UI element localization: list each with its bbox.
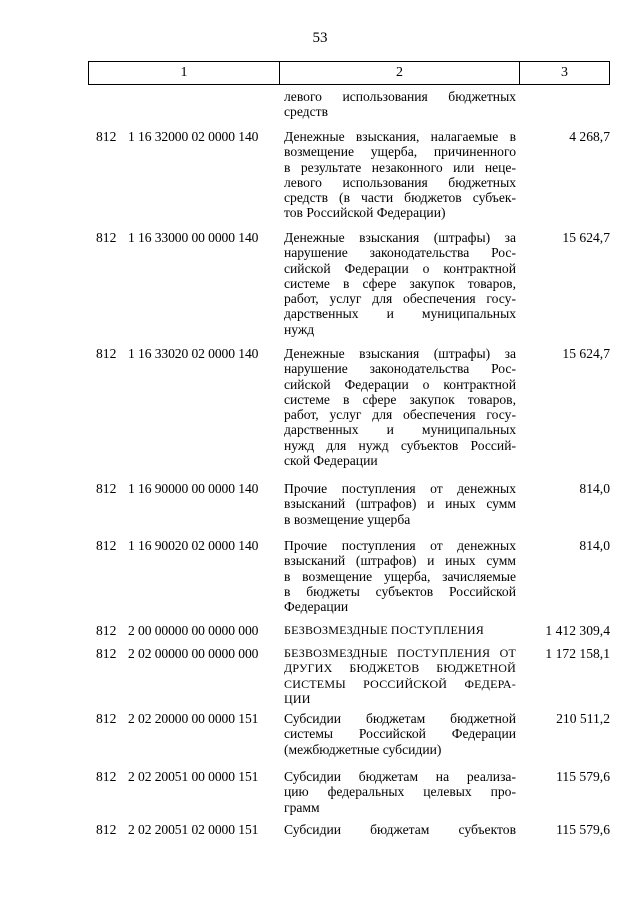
row-amount: 814,0 bbox=[579, 481, 610, 496]
row-code bbox=[96, 646, 258, 661]
admin-code: 812 bbox=[96, 769, 117, 784]
row-amount: 115 579,6 bbox=[556, 769, 610, 784]
admin-code: 812 bbox=[96, 538, 117, 553]
header-col-3: 3 bbox=[561, 65, 568, 80]
description-line: работ, услуг для обеспечения госу- bbox=[284, 407, 516, 423]
row-amount: 15 624,7 bbox=[562, 230, 610, 245]
description-line: в возмещение ущерба, зачисляемые bbox=[284, 568, 516, 584]
row-description bbox=[284, 538, 516, 614]
row-code bbox=[96, 346, 258, 361]
row-amount: 15 624,7 bbox=[562, 346, 610, 361]
description-line: дарственных и муниципальных bbox=[284, 422, 516, 438]
admin-code: 812 bbox=[96, 481, 117, 496]
header-col-1: 1 bbox=[89, 62, 280, 84]
description-line: СИСТЕМЫ РОССИЙСКОЙ ФЕДЕРА- bbox=[284, 676, 516, 691]
budget-classification-code: 1 16 32000 02 0000 140 bbox=[128, 129, 259, 144]
description-line: Денежные взыскания, налагаемые в bbox=[284, 129, 516, 144]
description-line: левого использования бюджетных bbox=[284, 174, 516, 190]
description-line: левого использования бюджетных bbox=[284, 89, 516, 104]
description-line: Субсидии бюджетам бюджетной bbox=[284, 711, 516, 726]
row-code bbox=[96, 623, 258, 638]
row-amount: 115 579,6 bbox=[556, 822, 610, 837]
row-description bbox=[284, 711, 516, 757]
row-code bbox=[96, 89, 128, 104]
row-code bbox=[96, 481, 258, 496]
row-description bbox=[284, 822, 516, 837]
budget-classification-code: 2 02 20051 02 0000 151 bbox=[128, 822, 259, 837]
description-line: в бюджеты субъектов Российской bbox=[284, 583, 516, 599]
header-col-2: 2 bbox=[280, 62, 520, 84]
description-line: тов Российской Федерации) bbox=[284, 205, 446, 221]
description-line: БЕЗВОЗМЕЗДНЫЕ ПОСТУПЛЕНИЯ bbox=[284, 623, 484, 637]
description-line: Денежные взыскания (штрафы) за bbox=[284, 230, 516, 245]
row-description bbox=[284, 89, 516, 120]
admin-code: 812 bbox=[96, 822, 117, 837]
description-line: ДРУГИХ БЮДЖЕТОВ БЮДЖЕТНОЙ bbox=[284, 661, 516, 676]
description-line: грамм bbox=[284, 799, 320, 815]
description-line: Субсидии бюджетам на реализа- bbox=[284, 769, 516, 784]
budget-classification-code: 2 02 20051 00 0000 151 bbox=[128, 769, 259, 784]
description-line: Прочие поступления от денежных bbox=[284, 481, 516, 496]
table-header bbox=[88, 61, 610, 85]
row-amount: 1 172 158,1 bbox=[545, 646, 610, 661]
row-code bbox=[96, 769, 258, 784]
description-line: сийской Федерации о контрактной bbox=[284, 260, 516, 276]
description-line: (межбюджетные субсидии) bbox=[284, 741, 442, 757]
row-description bbox=[284, 769, 516, 815]
budget-classification-code: 2 02 20000 00 0000 151 bbox=[128, 711, 259, 726]
description-line: Прочие поступления от денежных bbox=[284, 538, 516, 553]
row-amount: 210 511,2 bbox=[556, 711, 610, 726]
budget-classification-code: 1 16 90020 02 0000 140 bbox=[128, 538, 259, 553]
description-line: в результате незаконного или неце- bbox=[284, 159, 516, 175]
description-line: нужд для нужд субъектов Россий- bbox=[284, 437, 516, 453]
description-line: в возмещение ущерба bbox=[284, 511, 411, 527]
admin-code: 812 bbox=[96, 623, 117, 638]
description-line: системе в сфере закупок товаров, bbox=[284, 391, 516, 407]
description-line: дарственных и муниципальных bbox=[284, 306, 516, 322]
description-line: работ, услуг для обеспечения госу- bbox=[284, 291, 516, 307]
description-line: цию федеральных целевых про- bbox=[284, 784, 516, 800]
budget-classification-code: 1 16 33020 02 0000 140 bbox=[128, 346, 259, 361]
description-line: взысканий (штрафов) и иных сумм bbox=[284, 496, 516, 512]
admin-code: 812 bbox=[96, 230, 117, 245]
description-line: системы Российской Федерации bbox=[284, 726, 516, 742]
description-line: средств bbox=[284, 104, 328, 120]
admin-code: 812 bbox=[96, 711, 117, 726]
description-line: системе в сфере закупок товаров, bbox=[284, 275, 516, 291]
description-line: возмещение ущерба, причиненного bbox=[284, 144, 516, 160]
admin-code: 812 bbox=[96, 129, 117, 144]
description-line: Денежные взыскания (штрафы) за bbox=[284, 346, 516, 361]
description-line: нужд bbox=[284, 321, 315, 337]
budget-classification-code: 1 16 90000 00 0000 140 bbox=[128, 481, 259, 496]
row-code bbox=[96, 129, 258, 144]
description-line: взысканий (штрафов) и иных сумм bbox=[284, 553, 516, 569]
page-number: 53 bbox=[312, 30, 328, 46]
row-code bbox=[96, 538, 258, 553]
row-description bbox=[284, 346, 516, 468]
row-code bbox=[96, 822, 258, 837]
row-amount: 814,0 bbox=[579, 538, 610, 553]
row-description bbox=[284, 646, 516, 707]
row-description bbox=[284, 230, 516, 337]
budget-classification-code: 1 16 33000 00 0000 140 bbox=[128, 230, 259, 245]
description-line: Субсидии бюджетам субъектов bbox=[284, 822, 516, 837]
admin-code: 812 bbox=[96, 646, 117, 661]
description-line: ЦИИ bbox=[284, 691, 311, 706]
row-amount: 4 268,7 bbox=[569, 129, 610, 144]
description-line: сийской Федерации о контрактной bbox=[284, 376, 516, 392]
description-line: нарушение законодательства Рос- bbox=[284, 245, 516, 261]
row-description bbox=[284, 481, 516, 527]
row-description bbox=[284, 623, 516, 638]
row-code bbox=[96, 711, 258, 726]
description-line: Федерации bbox=[284, 599, 349, 615]
description-line: ской Федерации bbox=[284, 453, 378, 469]
description-line: БЕЗВОЗМЕЗДНЫЕ ПОСТУПЛЕНИЯ ОТ bbox=[284, 646, 516, 660]
row-code bbox=[96, 230, 258, 245]
budget-classification-code: 2 00 00000 00 0000 000 bbox=[128, 623, 259, 638]
row-amount: 1 412 309,4 bbox=[545, 623, 610, 638]
budget-classification-code: 2 02 00000 00 0000 000 bbox=[128, 646, 259, 661]
description-line: средств (в части бюджетов субъек- bbox=[284, 190, 516, 206]
description-line: нарушение законодательства Рос- bbox=[284, 361, 516, 377]
admin-code: 812 bbox=[96, 346, 117, 361]
row-description bbox=[284, 129, 516, 221]
